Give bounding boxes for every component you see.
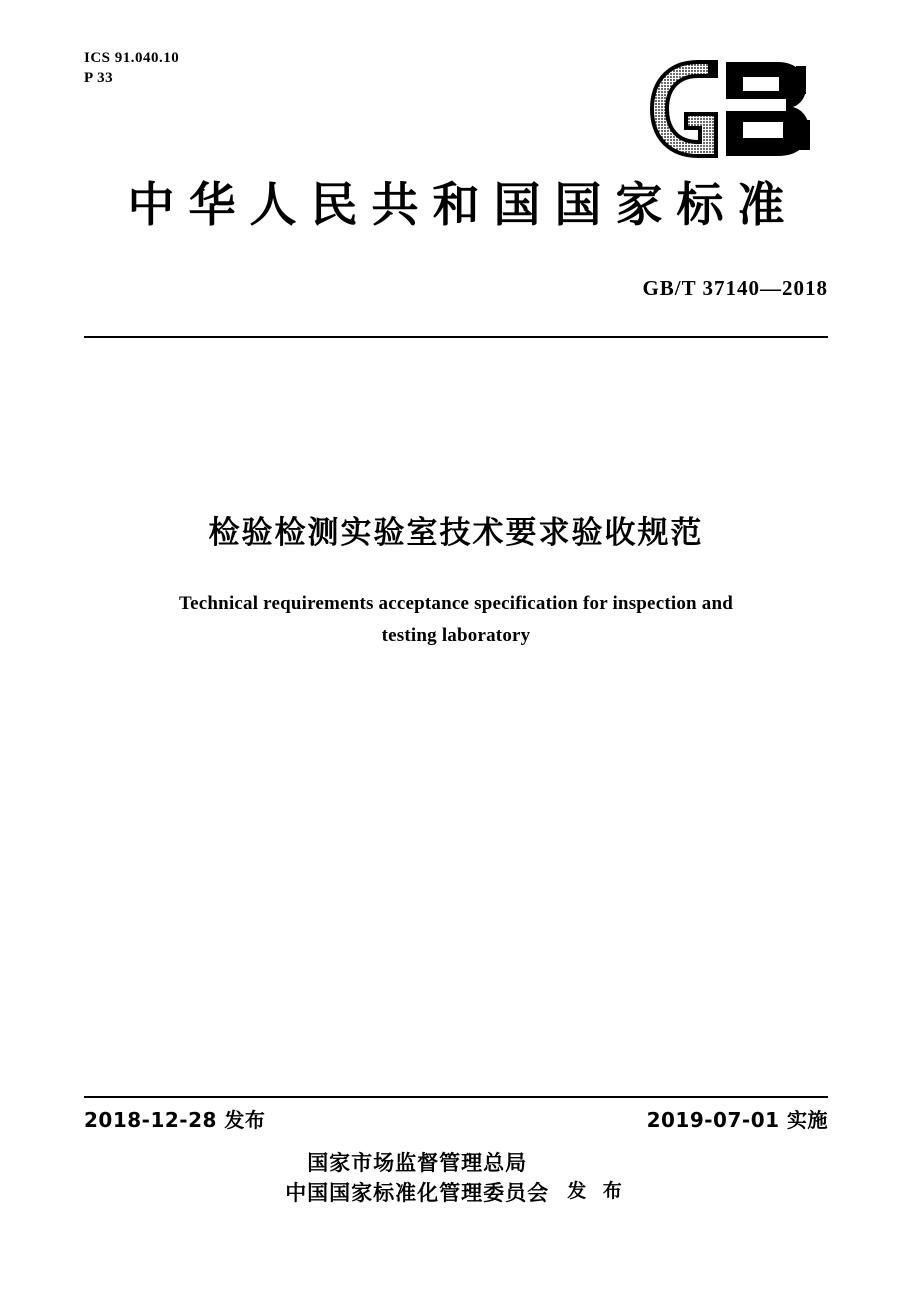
document-title-english-line1: Technical requirements acceptance specification for inspection and — [179, 593, 733, 614]
publisher-line-2: 中国国家标准化管理委员会 — [285, 1181, 550, 1205]
gb-logo-icon — [646, 58, 832, 160]
document-title-english-line2: testing laboratory — [381, 625, 531, 646]
top-divider — [84, 336, 828, 338]
document-title-english — [146, 588, 766, 652]
ics-code: ICS 91.040.10 — [84, 50, 180, 66]
ics-classification-block — [84, 48, 179, 88]
publisher-block — [0, 1148, 912, 1208]
bottom-divider — [84, 1096, 828, 1098]
publisher-names — [285, 1148, 549, 1208]
national-standard-title: 中华人民共和国国家标准 — [127, 178, 799, 233]
issue-date: 2018-12-28 发布 — [84, 1108, 266, 1132]
chinese-classification-code: P 33 — [84, 70, 114, 86]
publisher-line-1: 国家市场监督管理总局 — [307, 1151, 528, 1175]
effective-date: 2019-07-01 实施 — [646, 1108, 828, 1132]
publish-action-label: 发 布 — [567, 1179, 627, 1202]
standard-number: GB/T 37140—2018 — [642, 276, 828, 300]
document-title-chinese: 检验检测实验室技术要求验收规范 — [208, 515, 704, 551]
